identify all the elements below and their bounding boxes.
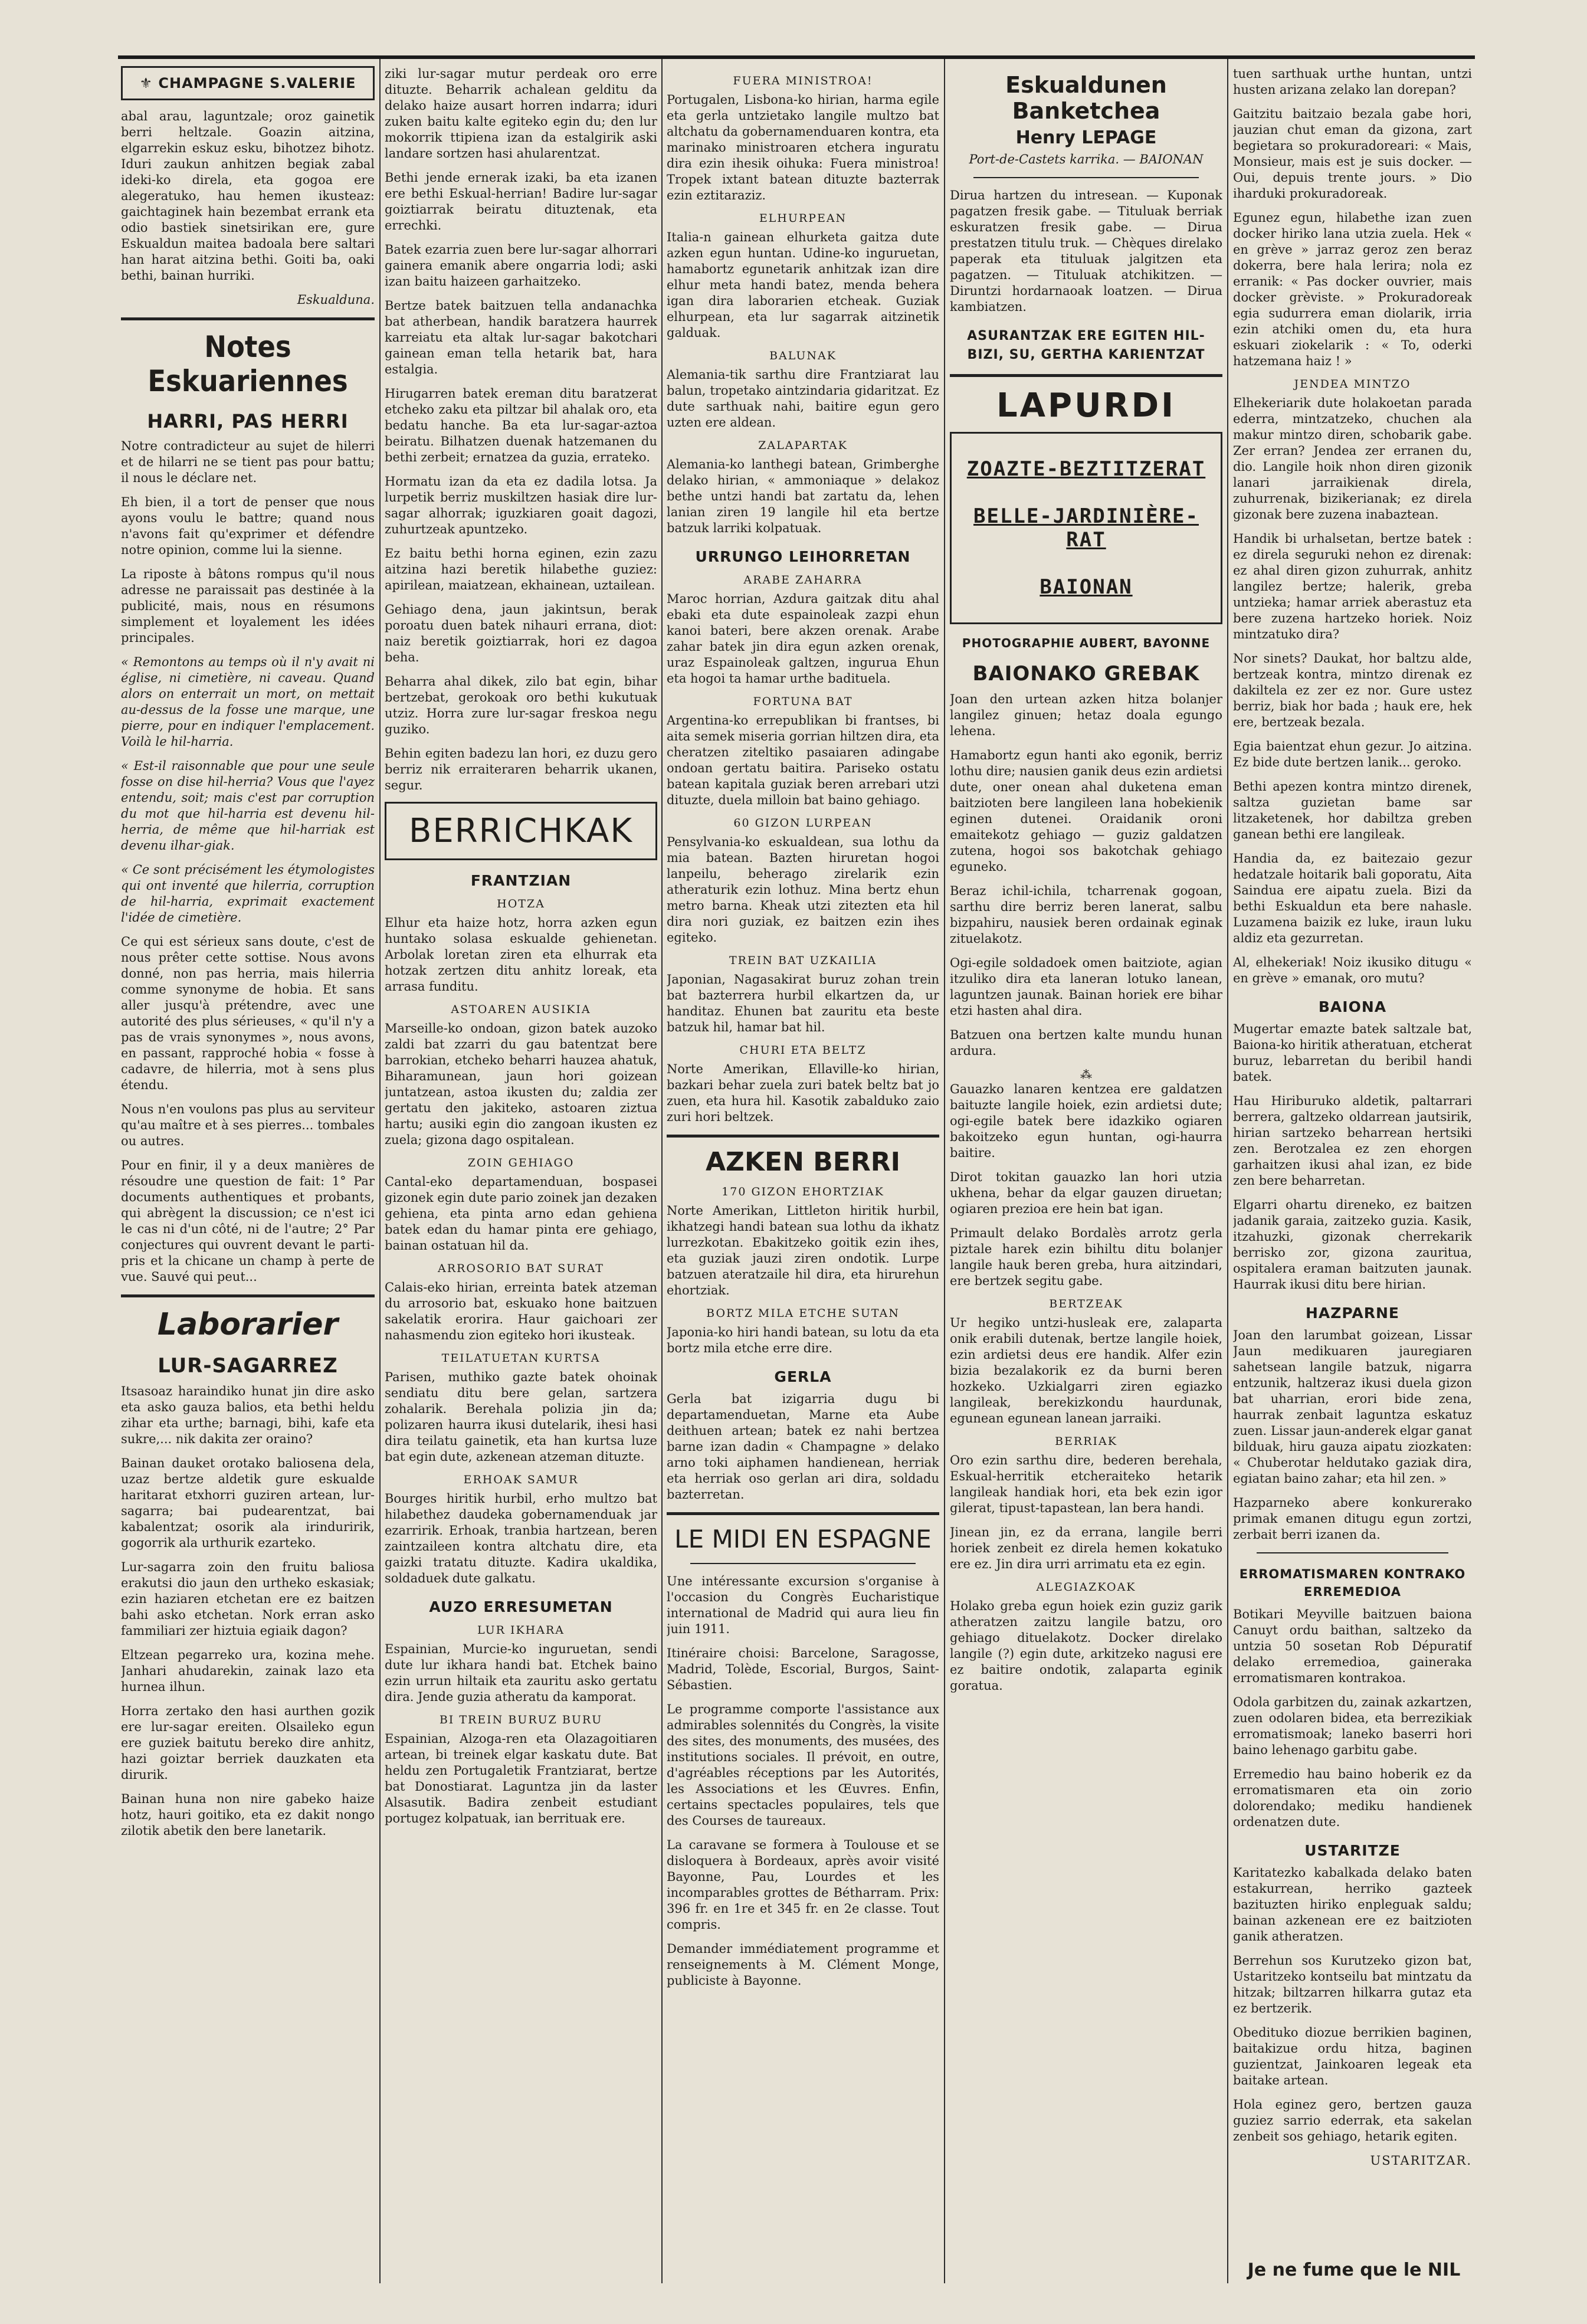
- article-paragraph: Demander immédiatement programme et renseignements à M. Clément Monge, publiciste à Bayonne.: [667, 1942, 939, 1988]
- article-paragraph: Batek ezarria zuen bere lur-sagar alhorrari gainera emanik abere ongarria lodi; aski izan baitu haizeen garhaitzeko.: [385, 242, 657, 289]
- subheading: TEILATUETAN KURTSA: [441, 1352, 601, 1365]
- article-paragraph: tuen sarthuak urthe huntan, untzi husten arizana zelako lan dorepan?: [1233, 67, 1472, 97]
- article-paragraph: Japonia-ko hiri handi batean, su lotu da eta bortz mila etche erre dire.: [667, 1325, 939, 1355]
- article-paragraph: Egunez egun, hilabethe izan zuen docker hiriko lana utzia zuela. Hek « en grève » jarraz geroz zen beraz dokerra, bere hala lerira; nola ez erranik: « Pas docker ouvrier, mais docker grèviste. » Prokuradoreak egia sudurrera eman diolarik, irria ezin atchiki omen du, eta hura eskuari ziokelarik : « To, oderki hatzemana haiz ! »: [1233, 211, 1472, 368]
- subheading: BERRIAK: [1055, 1435, 1117, 1448]
- article-paragraph: « Est-il raisonnable que pour une seule fosse on dise hil-herria? Vous que l'ayez entendu, soit; mais c'est par corruption du mot que hil-harria est devenu hil-herria, de même que hil-harriak est devenu ilhar-giak.: [121, 759, 375, 853]
- subheading: TREIN BAT UZKAILIA: [729, 954, 877, 967]
- bank-owner: Henry LEPAGE: [1015, 127, 1157, 148]
- column-5: [1233, 66, 1472, 2273]
- article-paragraph: Bourges hiritik hurbil, erho multzo bat hilabethez daudeka gobernamenduak jar ezarririk. Erhoak, tranbia hartzean, beren zaintzaileen kontra altchatu dire, eta gaizki tratatu dituzte. Kadira ukaldika, soldaduek dute galkatu.: [385, 1492, 657, 1585]
- article-paragraph: Parisen, muthiko gazte batek ohoinak sendiatu ditu bere gelan, sartzera zohalarik. Berehala polizia jin da; polizaren haurra ikusi dutelarik, ihesi hasi dira teilatu gainetik, eta han kurtsa luze bat egin dute, azkenean atzeman dituzte.: [385, 1370, 657, 1464]
- subheading: FORTUNA BAT: [753, 695, 853, 708]
- article-paragraph: Alemania-ko lanthegi batean, Grimberghe delako hirian, « ammoniaque » delakoz bethe untzi handi bat zartatu da, lehen lanian ziren 19 langile hil eta bertze batzuk larriki kolpatuak.: [667, 457, 939, 535]
- article-paragraph: Dirot tokitan gauazko lan hori utzia ukhena, behar da elgar gauzen diruetan; ogiaren prezioa ere hein bat igan.: [950, 1170, 1222, 1216]
- laborarier-title: Laborarier: [157, 1307, 339, 1342]
- nil-advert: Je ne fume que le NIL: [1247, 2260, 1461, 2280]
- article-paragraph: Ogi-egile soldadoek omen baitziote, agian itzuliko dira eta laneran lotuko lanean, laguntzen jaunak. Bainan horiek ere bihar etzi hasten ahal dira.: [950, 956, 1222, 1018]
- subheading: 170 GIZON EHORTZIAK: [722, 1185, 884, 1198]
- auzo-heading: AUZO ERRESUMETAN: [429, 1598, 613, 1615]
- article-paragraph: Pensylvania-ko eskualdean, sua lothu da mia batean. Bazten hiruretan hogoi lanpeilu, beherago zirelarik ezin atheraturik ezin lothuz. Mina bertz ehun metro barna. Kheak utzi zitezten eta hil dira nori guziak, ez baitzen ezin ihes egiteko.: [667, 835, 939, 945]
- column-rule: [1227, 59, 1228, 2283]
- banketchea-title: Eskualdunen Banketchea: [1005, 72, 1167, 124]
- subheading: LUR IKHARA: [477, 1624, 565, 1637]
- article-paragraph: Bethi apezen kontra mintzo direnek, saltza guzietan bame sar litzaketenek, hor dabiltza greben ganean bethi ere langileak.: [1233, 779, 1472, 841]
- ad-line: ZOAZTE-BEZTITZERAT: [966, 457, 1206, 481]
- divider: [1257, 1552, 1448, 1553]
- article-paragraph: Italia-n gainean elhurketa gaitza dute azken egun huntan. Udine-ko inguruetan, hamabortz egunetarik anhitzak izan dire elhur meta handi batez, menda behera igan dira laborarien etcheak. Guziak elhurpean, eta lur sagarrak aitzinetik galduak.: [667, 230, 939, 340]
- column-4: [950, 66, 1222, 2273]
- azken-berri-title: AZKEN BERRI: [706, 1147, 900, 1177]
- article-paragraph: La caravane se formera à Toulouse et se disloquera à Bordeaux, après avoir visité Bayonne, Pau, Lourdes et les incomparables grottes de Bétharram. Prix: 396 fr. en 1re et 345 fr. en 2e classe. Tout compris.: [667, 1838, 939, 1932]
- article-paragraph: Oro ezin sarthu dire, bederen berehala, Eskual-herritik etcheraiteko hetarik langileak handiak hori, eta bek ezin igor gilerat, tipust-tapastean, lan bera handi.: [950, 1453, 1222, 1515]
- article-paragraph: Ce qui est sérieux sans doute, c'est de nous prêter cette sottise. Nous avons donné, non pas herria, mais hilerria comme synonyme de hobia. Et sans aller jusqu'à prétendre, avec une autorité des plus sérieuses, « qu'il n'y a pas de vrais synonymes », nous avons, en passant, rapproché hobia « fosse à cadavre, de hilerria, mot à sens plus étendu.: [121, 935, 375, 1092]
- article-paragraph: Alemania-tik sarthu dire Frantziarat lau balun, tropetako aintzindaria gidaritzat. Ez dute sarthuak nahi, baitire egun gero uzten ere aldean.: [667, 368, 939, 430]
- article-paragraph: Ur hegiko untzi-husleak ere, zalaparta onik erabili dutenak, bertze langile hoiek, ezin ardietsi deus ere handik. Alfer ezin bizia bezalakorik ez da burni beren hozkeko. Uzkialgarri ziren egiazko langileak, berekizkondu haurdunak, egunean egunean lanean jarraiki.: [950, 1316, 1222, 1425]
- subheading: JENDEA MINTZO: [1294, 378, 1411, 391]
- gerla-heading: GERLA: [774, 1368, 832, 1385]
- article-paragraph: Hirugarren batek ereman ditu baratzerat etcheko zaku eta piltzar bil ahalak oro, eta bedatu hanche. Ba eta lur-sagar-aztoa beiratu. Bilhatzen duenak hatzemanen du bethi zerbeit; ernatzea da guzia, errateko.: [385, 386, 657, 464]
- article-paragraph: Espainian, Murcie-ko inguruetan, sendi dute lur ikhara handi bat. Etchek baino ezin urrun hiltaik eta zauritu asko gertatu dira. Jende guzia atheratu da kamporat.: [385, 1642, 657, 1704]
- article-paragraph: Portugalen, Lisbona-ko hirian, harma egile eta gerla untzietako langile multzo bat altchatu da gobernamenduaren kontra, eta marinako ministroaren etchera inguratu dira ezin ihesik oihuka: Fuera ministroa! Tropek ixtant batean dituzte bazterrak ezin eztitaraziz.: [667, 93, 939, 202]
- article-paragraph: Bainan dauket orotako baliosena dela, uzaz bertze aldetik gure eskualde haritarat etxhorri guziren artean, lur-sagarra; bai pudearentzat, bai kabalentzat; osorik ala irinduririk, gogorrik ala urthurik ezarteko.: [121, 1456, 375, 1550]
- article-paragraph: Jinean jin, ez da errana, langile berri horiek zenbeit ez direla hemen kokatuko ere ez. Jin dira urri arrimatu eta ez egin.: [950, 1525, 1222, 1571]
- article-paragraph: Mugertar emazte batek saltzale bat, Baiona-ko hiritik atheratuan, etcherat buruz, lebarretan du beribil handi batek.: [1233, 1022, 1472, 1084]
- article-paragraph: Primault delako Bordalès arrotz gerla piztale harek ezin bihiltu ditu bolanjer langile hauk beren greba, hura aitzindari, ere bertzek segitu gabe.: [950, 1226, 1222, 1288]
- asurantzak-text: ASURANTZAK ERE EGITEN HIL-BIZI, SU, GERTHA KARIENTZAT: [967, 329, 1205, 362]
- article-paragraph: Ez baitu bethi horna eginen, ezin zazu aitzina hazi beretik hilabethe guziez: apirilean, maiatzean, ekhainean, uztailean.: [385, 546, 657, 592]
- article-paragraph: Espainian, Alzoga-ren eta Olazagoitiaren artean, bi treinek elgar kaskatu dute. Bat heldu zen Portugaletik Frantziarat, bertze bat Donostiarat. Laguntza jin da laster Alsasutik. Badira zenbeit estudiant portugez kolpatuak, ian berrituak ere.: [385, 1732, 657, 1825]
- subheading: FUERA MINISTROA!: [733, 74, 873, 87]
- column-rule: [379, 59, 381, 2283]
- divider: [950, 374, 1222, 377]
- article-paragraph: Japonian, Nagasakirat buruz zohan trein bat bazterrera hurbil elkartzen da, ur handitaz. Ehunen bat zauritu eta beste batzuk hil, hamar bat hil.: [667, 972, 939, 1034]
- erroma-heading: ERROMATISMAREN KONTRAKO ERREMEDIOA: [1239, 1567, 1466, 1599]
- subheading: ELHURPEAN: [759, 212, 847, 225]
- article-paragraph: Odola garbitzen du, zainak azkartzen, zuen odolaren bidea, eta berrezikiak erromatismoak; laneko baserri hori baino lehenago garbitu gabe.: [1233, 1695, 1472, 1757]
- article-paragraph: Norte Amerikan, Littleton hiritik hurbil, ikhatzegi handi batean sua lothu da ikhatz lurrezkotan. Ebakitzeko goitik ezin ihes, eta guziak jauzi ziren ondotik. Lurpe batzuen ateratzaile hil dira, eta hirurehun ehortziak.: [667, 1204, 939, 1297]
- subheading: ZALAPARTAK: [758, 439, 848, 452]
- article-paragraph: Erremedio hau baino hoberik ez da erromatismaren eta oin zorio dolorendako; mediku handienek ordenatzen dute.: [1233, 1767, 1472, 1829]
- subheading: 60 GIZON LURPEAN: [733, 817, 873, 830]
- article-paragraph: Behin egiten badezu lan hori, ez duzu gero berriz nik erraiteraren beharrik ukanen, segur.: [385, 746, 657, 792]
- article-paragraph: « Ce sont précisément les étymologistes qui ont inventé que hilerria, corruption de hil-harria, exprimait exactement l'idée de cimetière.: [121, 863, 375, 925]
- subheading: BORTZ MILA ETCHE SUTAN: [706, 1307, 900, 1320]
- article-paragraph: Berrehun sos Kurutzeko gizon bat, Ustaritzeko kontseilu bat mintzatu da hitzak; biltzarren hilkarra gutaz eta ez bertzerik.: [1233, 1953, 1472, 2015]
- subheading: BALUNAK: [769, 349, 837, 362]
- article-paragraph: Une intéressante excursion s'organise à l'occasion du Congrès Eucharistique international de Madrid qui aura lieu fin juin 1911.: [667, 1574, 939, 1636]
- article-paragraph: Elhekeriarik dute holakoetan parada ederra, mintzatzeko, chuchen ala makur mintzo diren, schobarik gabe. Zer erran? Jendea zer erranen du, dio. Langile hoik nhon diren gizonik lanari jarraikienak direla, zuhurrenak, bizikerianak; ez direla gizonak bere zuzena inabaztean.: [1233, 396, 1472, 522]
- article-paragraph: Lur-sagarra zoin den fruitu baliosa erakutsi dio jaun den urtheko eskasiak; ezin haziaren etchetan ere ez baitzen bahi asko etchetan. Nork erran asko fammiliari zer hiztuia egiaik dagon?: [121, 1560, 375, 1638]
- article-paragraph: « Remontons au temps où il n'y avait ni église, ni cimetière, ni caveau. Quand alors on enterrait un mort, on mettait au-dessus de la fosse une marque, une pierre, pour en indiquer l'emplacement. Voilà le hil-harria.: [121, 655, 375, 749]
- article-paragraph: Horra zertako den hasi aurthen gozik ere lur-sagar ereiten. Olsaileko egun ere guziek baitutu bereko dire anhitz, hazi goiztar berriek dauzkaten eta dirurik.: [121, 1704, 375, 1782]
- grebak-title: BAIONAKO GREBAK: [972, 662, 1200, 686]
- article-paragraph: Obedituko diozue berrikien baginen, baitakizue ordu hitza, baginen guzientzat, Jainkoaren legeak eta baitake artean.: [1233, 2025, 1472, 2087]
- top-rule: [118, 55, 1475, 59]
- belle-jardiniere-ad: [950, 432, 1222, 624]
- asterism-icon: ⁂: [1080, 1067, 1092, 1081]
- article-paragraph: Egia baientzat ehun gezur. Jo aitzina. Ez bide dute bertzen lanik... geroko.: [1233, 739, 1472, 769]
- berrichkak-box: [385, 802, 657, 860]
- frantzian-heading: FRANTZIAN: [470, 872, 572, 889]
- article-paragraph: Gerla bat izigarria dugu bi departamenduetan, Marne eta Aube deithuen artean; batek ez nahi bertzea barne izan dadin « Champagne » delako arno toki aiphamen handienean, herriak eta herriak oso gerlan ari dira, soldadu bazterretan.: [667, 1392, 939, 1502]
- ad-line: BELLE-JARDINIÈRE-RAT: [973, 504, 1199, 552]
- article-paragraph: Itinéraire choisi: Barcelone, Saragosse, Madrid, Tolède, Escorial, Burgos, Saint-Sébastien.: [667, 1646, 939, 1692]
- column-1: [121, 66, 375, 2273]
- article-paragraph: Marseille-ko ondoan, gizon batek auzoko zaldi bat zzarri du gau batentzat bere barrokian, etcheko beharri hauzea ahatuk, Biharamunean, jaun hori goizean juntatzean, astoa ikusten du; zaldia zer gertatu den jakiteko, astoaren ziztua hartu; ausiki egin dio zangoan ikusten ez zuela; gizona dago ospitalean.: [385, 1021, 657, 1147]
- article-paragraph: Elhur eta haize hotz, horra azken egun huntako solasa eskualde gehienetan. Arbolak loretan ziren eta elhurrak eta hotzak zertzen ditu anhitz loreak, eta arrasa funditu.: [385, 916, 657, 994]
- article-paragraph: Le programme comporte l'assistance aux admirables solennités du Congrès, la visite des sites, des monuments, des musées, des institutions sociales. Il prévoit, en outre, d'agréables réceptions par les Autorités, les Associations et les Œuvres. Enfin, certains spectacles populaires, tels que des Courses de taureaux.: [667, 1702, 939, 1828]
- subheading: HOTZA: [497, 897, 545, 910]
- divider: [973, 177, 1199, 178]
- article-paragraph: Hola eginez gero, bertzen gauza guziez sarrio ederrak, eta sakelan zenbeit sos gehiago, hetarik egiten.: [1233, 2097, 1472, 2143]
- divider: [121, 1294, 375, 1297]
- bank-address: Port-de-Castets karrika. — BAIONAN: [969, 152, 1204, 166]
- article-paragraph: Botikari Meyville baitzuen baiona Canuyt ordu baithan, saltzeko da untzia 50 sosetan Rob Dépuratif delako erremedioa, gaineraka erromatismaren kontrakoa.: [1233, 1607, 1472, 1685]
- column-2: [385, 66, 657, 2273]
- divider: [667, 1135, 939, 1138]
- bank-paragraph: Dirua hartzen du intresean. — Kuponak pagatzen fresik gabe. — Tituluak berriak eskuratzen fresik gabe. — Dirua prestatzen titulu truk. — Chèques direlako paperak eta tituluak jalgitzen eta pagatzen. — Tituluak atchikitzen. — Diruntzi hordarnaoak loatzen. — Dirua kambiatzen.: [950, 188, 1222, 314]
- notes-title: Notes Eskuariennes: [147, 330, 348, 398]
- hazparne-heading: HAZPARNE: [1305, 1304, 1400, 1322]
- subheading: BERTZEAK: [1049, 1297, 1123, 1310]
- subheading: ARROSORIO BAT SURAT: [438, 1262, 604, 1275]
- article-paragraph: Bainan huna non nire gabeko haize hotz, hauri goitiko, eta ez dakit nongo zilotik abetik den bere lanetarik.: [121, 1792, 375, 1838]
- photographie-credit: PHOTOGRAPHIE AUBERT, BAYONNE: [962, 636, 1211, 650]
- article-paragraph: Nor sinets? Daukat, hor baltzu alde, bertzeak kontra, mintzo direnak ez dakiltela ez zer ez nor. Gure ustez berriz, biak hor bada ; hauk ere, hek ere, bertzeak bezala.: [1233, 651, 1472, 729]
- lapurdi-title: LAPURDI: [996, 386, 1176, 425]
- column-3: [667, 66, 939, 2273]
- subheading: ERHOAK SAMUR: [463, 1473, 579, 1486]
- lur-sagarrez-title: LUR-SAGARREZ: [158, 1354, 338, 1378]
- champagne-banner: [121, 66, 375, 100]
- article-paragraph: Eltzean pegarreko ura, kozina mehe. Janhari ahudarekin, zainak lazo eta hurnea ilhun.: [121, 1648, 375, 1694]
- article-paragraph: Gehiago dena, jaun jakintsun, berak poroatu duen batek nihauri errana, diot: naiz beretik goiztiarrak, hori ez dagoa beha.: [385, 602, 657, 664]
- column-rule: [661, 59, 663, 2283]
- article-paragraph: Calais-eko hirian, erreinta batek atzeman du arrosorio bat, eskuako hone baitzuen sakelatik erorira. Haur gaichoari zer nahasmendu zion egiteko hori ikusteak.: [385, 1280, 657, 1342]
- article-paragraph: Elgarri ohartu direneko, ez baitzen jadanik garaia, zaitzeko guzia. Kasik, itzahuzki, gizonak cherrekarik berrisko zor, gizona zauritua, ospitalera eraman baitzuten jaunak. Haurrak ikusi ditu bere hirian.: [1233, 1198, 1472, 1292]
- divider: [667, 1512, 939, 1515]
- article-paragraph: Cantal-eko departamenduan, bospasei gizonek egin dute pario zoinek jan dezaken gehiena, eta pinta arno edan gehiena batek edan du hamar pinta ere gehiago, bainan ostatuan hil da.: [385, 1175, 657, 1253]
- ad-line: BAIONAN: [1040, 575, 1133, 599]
- article-paragraph: Hormatu izan da eta ez dadila lotsa. Ja lurpetik berriz muskiltzen hasiak dire lur-sagar alhorrak; iguzkiaren goait dagozi, zuhurtzeak apuntzeko.: [385, 474, 657, 536]
- article-paragraph: Notre contradicteur au sujet de hilerri et de hilarri ne se tient pas pour battu; il nous le déclare net.: [121, 439, 375, 485]
- article-paragraph: Itsasoaz haraindiko hunat jin dire asko eta asko gauza balios, eta bethi heldu zihar eta urthe; barnagi, bihi, kafe eta sukre,... nik dakita zer oraino?: [121, 1384, 375, 1446]
- fleur-icon: ⚜: [139, 75, 159, 91]
- subheading: ZOIN GEHIAGO: [467, 1156, 575, 1169]
- ustaritze-heading: USTARITZE: [1304, 1842, 1401, 1859]
- article-paragraph: La riposte à bâtons rompus qu'il nous adresse ne paraissait pas destinée à la publicité, mais, nous en résumons simplement et loyalement les idées principales.: [121, 567, 375, 645]
- article-paragraph: Bethi jende ernerak izaki, ba eta izanen ere bethi Eskual-herrian! Badire lur-sagar goiztiarrak beiratu dituztenak, eta errechki.: [385, 171, 657, 232]
- column-rule: [944, 59, 945, 2283]
- article-paragraph: Gauazko lanaren kentzea ere galdatzen baituzte langile hoiek, ezin ardietsi dute; ogi-egile batek bere idazkiko ogiaren bakoitzeko egun huntan, ogi-haurra baitire.: [950, 1082, 1222, 1160]
- article-paragraph: Al, elhekeriak! Noiz ikusiko ditugu « en grève » emanak, oro mutu?: [1233, 955, 1472, 985]
- article-paragraph: Holako greba egun hoiek ezin guziz garik atheratzen zaitzu langile batzu, oro gehiago dituelakotz. Docker direlako langile (?) egin dute, arkitzeko nagusi ere ez baitire ondotik, zalaparta eginik goratua.: [950, 1599, 1222, 1693]
- urrungo-heading: URRUNGO LEIHORRETAN: [695, 548, 911, 565]
- midi-espagne-title: LE MIDI EN ESPAGNE: [674, 1525, 932, 1553]
- article-paragraph: Joan den urtean azken hitza bolanjer langilez ginuen; hetaz doala egungo lehena.: [950, 692, 1222, 738]
- article-paragraph: Norte Amerikan, Ellaville-ko hirian, bazkari behar zuela zuri batek beltz bat jo zuen, eta hura hil. Kasotik zabalduko zaio zuri hori beltzek.: [667, 1062, 939, 1124]
- article-paragraph: Hazparneko abere konkurerako primak emanen ditugu egun zortzi, zerbait berri izanen da.: [1233, 1496, 1472, 1542]
- intro-paragraph: abal arau, laguntzale; oroz gainetik berri heltzale. Goazin aitzina, elgarrekin eskuz esku, bihotzez bihotz. Iduri zaukun anhitzen begiak zabal ideki-ko direla, eta gogoa ere alegeratuko, hau hemen ikusteaz: gaichtaginek hain bezembat errank eta odio bastiek sinetsirikan ere, gure Eskualdun maitea badoala bere saltari han harat aitzina bethi. Goiti ba, oaki bethi, bainan hurriki.: [121, 109, 375, 283]
- berrichkak-title: BERRICHKAK: [408, 812, 634, 850]
- article-paragraph: Nous n'en voulons pas plus au serviteur qu'au maître et à ses pierres... tombales ou autres.: [121, 1102, 375, 1148]
- article-paragraph: Hamabortz egun hanti ako egonik, berriz lothu dire; nausien ganik deus ezin ardietsi dute, oner onean ahal duketena eman baitzioten bere langileen lana hobekienik eginen dutenei. Oraidanik oroni emaitekotz gehiago — guziz galdatzen zutena, hogoi sos bakotchak gehiago eguneko.: [950, 748, 1222, 874]
- harri-title: HARRI, PAS HERRI: [147, 410, 349, 432]
- subheading: BI TREIN BURUZ BURU: [439, 1713, 603, 1726]
- baiona-heading: BAIONA: [1318, 998, 1387, 1015]
- divider: [690, 1563, 916, 1564]
- article-paragraph: Handia da, ez baitezaio gezur hedatzale hoitarik bali goporatu, Aita Saindua ere aipatu zuela. Bizi da bethi Eskualdun eta bere nahasle. Luzamena baizik ez luke, iraun luku aldiz eta gezurretan.: [1233, 851, 1472, 945]
- subheading: CHURI ETA BELTZ: [739, 1044, 867, 1057]
- article-paragraph: Karitatezko kabalkada delako baten estakurrean, herriko gazteek bazituzten hiriko enpleguak saldu; bainan azkenean ere ez baitzioten ganik atheratzen.: [1233, 1866, 1472, 1943]
- article-paragraph: Handik bi urhalsetan, bertze batek : ez direla seguruki nehon ez direnak: ez ahal diren gizon zuhurrak, anhitz langilez bertze; halerik, greba untzieka; hamar arriek aberastuz eta bere zuzena hartzeko horiek. Noiz mintzatuko dira?: [1233, 532, 1472, 641]
- article-paragraph: Maroc horrian, Azdura gaitzak ditu ahal ebaki eta dute espainoleak zazpi ehun kanoi bateri, bere akzen orenak. Arabe zahar batek jin dira egun azken orenak, uraz Espainoleak galtzen, ingurua Ehun eta hogoi ta hamar urthe badituela.: [667, 592, 939, 686]
- signature: USTARITZAR.: [1370, 2153, 1472, 2168]
- divider: [121, 317, 375, 320]
- article-paragraph: ziki lur-sagar mutur perdeak oro erre dituzte. Beharrik achalean gelditu da delako haize ausart horren indarra; iduri zuken baitu kalte egiteko egin du; den lur mokorrik ttipiena izan da estalgirik aski landare sortzen hasi ahularentzat.: [385, 67, 657, 160]
- subheading: ASTOAREN AUSIKIA: [451, 1003, 591, 1016]
- article-paragraph: Beraz ichil-ichila, tcharrenak gogoan, sarthu dire berriz beren lanerat, salbu bizpahiru, nausiek beren ordainak eginak zituelakotz.: [950, 884, 1222, 946]
- banner-text: CHAMPAGNE S.VALERIE: [158, 75, 356, 91]
- article-paragraph: Gaitzitu baitzaio bezala gabe hori, jauzian chut eman da gizona, zart begietara so prokuradoreari: « Mais, Monsieur, mais est je suis docker. — Oui, depuis trente jours. » Dio iharduki prokuradoreak.: [1233, 107, 1472, 201]
- subheading: ARABE ZAHARRA: [743, 573, 863, 586]
- article-paragraph: Pour en finir, il y a deux manières de résoudre une question de fait: 1° Par documents authentiques et probants, qui abrègent la discussion; ce n'est ici le cas ni d'un côté, ni de l'autre; 2° Par conjectures qui ouvrent devant le parti-pris et la chicane un champ à perte de vue. Sauvé qui peut...: [121, 1158, 375, 1284]
- article-paragraph: Hau Hiriburuko aldetik, paltarrari berrera, galtzeko oldarrean jautsirik, hirian sartzeko beharrean hertsiki zen. Berotzalea ez zen ehorgen garhaitzen ikusi ahal izan, ez bide zen bere beharretan.: [1233, 1094, 1472, 1188]
- article-paragraph: Batzuen ona bertzen kalte mundu hunan ardura.: [950, 1028, 1222, 1058]
- article-paragraph: Beharra ahal dikek, zilo bat egin, bihar bertzebat, gerokoak oro bethi kukutuak utziz. Horra zure lur-sagar freskoa negu guziko.: [385, 674, 657, 736]
- article-paragraph: Joan den larumbat goizean, Lissar Jaun medikuaren jauregiaren sahetsean langile batzuk, nigarra entzunik, haltzeraz ikusi duela gizon bat uharrian, erori bide zena, haurrak zenbait laguntza eskatuz zuen. Lissar jaun-anderek elgar ganat bilduak, hiru gauza aipatu ziozkaten: « Chuberotar heldutako gaziak dira, egiatan baino zahar; eta hil zen. »: [1233, 1328, 1472, 1486]
- signature: Eskualduna.: [297, 293, 375, 307]
- article-paragraph: Argentina-ko errepublikan bi frantses, bi aita semek miseria gorrian hiltzen dira, eta cheratzen ziteltiko pasaiaren adingabe ondoan gertatu baitira. Pariseko ostatu batean kapitala guziak beren arrebari utzi dituzte, duela milloin bat baino gehiago.: [667, 713, 939, 807]
- article-paragraph: Bertze batek baitzuen tella andanachka bat atherbean, handik baratzera haurrek karreiatu eta altak lur-sagar bakotchari gainean eman tella hetarik bat, hara estalgia.: [385, 299, 657, 376]
- article-paragraph: Eh bien, il a tort de penser que nous ayons voulu le battre; quand nous n'avons fait qu'exprimer et défendre notre opinion, comme lui la sienne.: [121, 495, 375, 557]
- subheading: ALEGIAZKOAK: [1036, 1581, 1136, 1594]
